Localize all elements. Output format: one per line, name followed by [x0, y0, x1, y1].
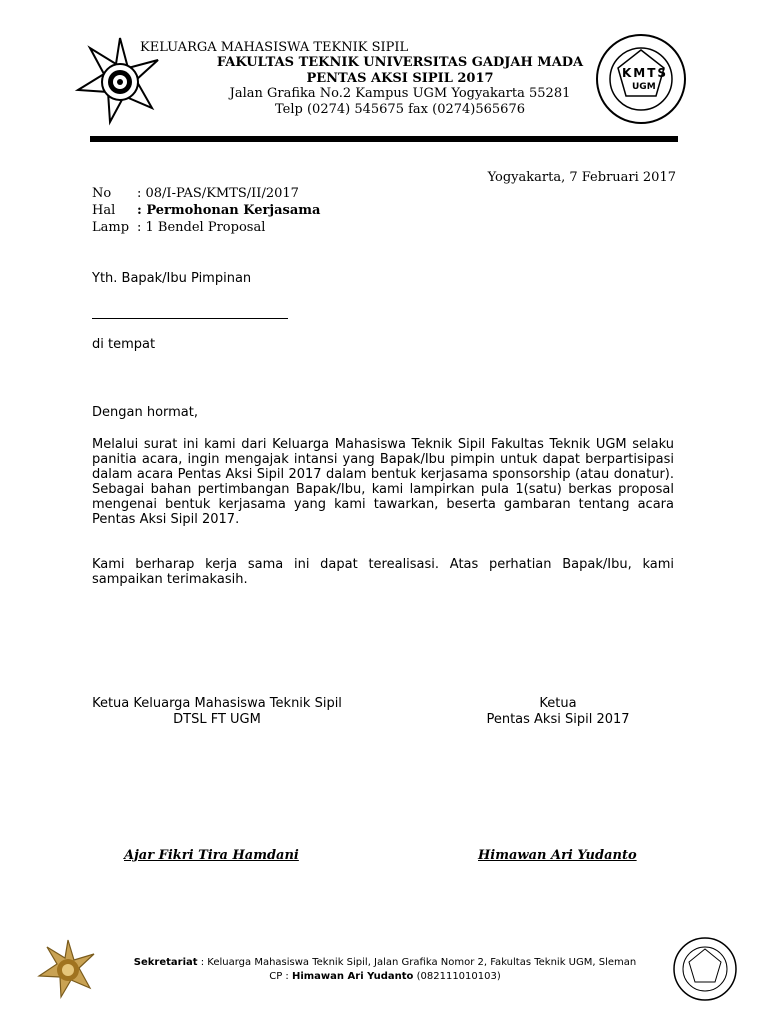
meta-number	[92, 186, 299, 201]
footer-kmts-logo	[672, 936, 738, 1002]
header-divider	[90, 136, 678, 142]
faculty-name: FAKULTAS TEKNIK UNIVERSITAS GADJAH MADA	[216, 55, 584, 70]
addressee: Yth. Bapak/Ibu Pimpinan	[92, 271, 252, 286]
footer-contact	[115, 970, 655, 984]
footer-cp-phone: (082111010103)	[413, 971, 501, 982]
right-signatory-name: Himawan Ari Yudanto	[478, 848, 637, 863]
body-paragraph-2: Kami berharap kerja sama ini dapat terealisasi. Atas perhatian Bapak/Ibu, kami sampaikan terimakasih.	[92, 557, 674, 587]
meta-key: Lamp	[92, 220, 130, 235]
phone-line: Telp (0274) 545675 fax (0274)565676	[275, 102, 525, 117]
org-name: KELUARGA MAHASISWA TEKNIK SIPIL	[140, 40, 409, 55]
footer-sekretariat	[115, 956, 655, 970]
footer-ugm-logo	[36, 938, 100, 1002]
meta-value: : Permohonan Kerjasama	[137, 203, 321, 218]
address-line: Jalan Grafika No.2 Kampus UGM Yogyakarta 55281	[229, 86, 571, 101]
event-name: PENTAS AKSI SIPIL 2017	[306, 71, 494, 86]
right-title-line-1: Ketua	[539, 696, 577, 711]
left-title-line-2: DTSL FT UGM	[173, 712, 261, 727]
kmts-logo-center-text: KMTS	[622, 66, 669, 80]
meta-value: : 1 Bendel Proposal	[137, 220, 266, 235]
greeting: Dengan hormat,	[92, 405, 199, 420]
letter-date: Yogyakarta, 7 Februari 2017	[487, 170, 676, 185]
right-signatory-title	[478, 696, 638, 727]
footer-cp-label: CP :	[269, 971, 292, 982]
meta-subject	[92, 203, 320, 218]
body-paragraph-1: Melalui surat ini kami dari Keluarga Mahasiswa Teknik Sipil Fakultas Teknik UGM selaku panitia acara, ingin mengajak intansi yang Bapak/Ibu pimpin untuk dapat berpartisipasi dalam acara Pentas Aksi Sipil 2017 dalam bentuk kerjasama sponsorship (atau donatur). Sebagai bahan pertimbangan Bapak/Ibu, kami lampirkan pula 1(satu) berkas proposal mengenai bentuk kerjasama yang kami tawarkan, beserta gambaran tentang acara Pentas Aksi Sipil 2017.	[92, 437, 674, 527]
meta-key: No	[92, 186, 112, 201]
footer-sekretariat-text: : Keluarga Mahasiswa Teknik Sipil, Jalan Grafika Nomor 2, Fakultas Teknik UGM, Sleman	[197, 957, 637, 968]
footer-cp-name: Himawan Ari Yudanto	[291, 971, 414, 982]
meta-attachment	[92, 220, 265, 235]
left-signatory-name: Ajar Fikri Tira Hamdani	[124, 848, 299, 863]
footer-sekretariat-label: Sekretariat	[133, 957, 198, 968]
footer-text	[115, 956, 655, 984]
addressee-blank-line	[92, 318, 288, 319]
meta-value: : 08/I-PAS/KMTS/II/2017	[137, 186, 299, 201]
place: di tempat	[92, 337, 156, 352]
right-title-line-2: Pentas Aksi Sipil 2017	[486, 712, 630, 727]
kmts-logo-sub-text: UGM	[632, 82, 656, 92]
left-signatory-title	[92, 696, 342, 727]
meta-key: Hal	[92, 203, 116, 218]
left-title-line-1: Ketua Keluarga Mahasiswa Teknik Sipil	[92, 696, 342, 711]
